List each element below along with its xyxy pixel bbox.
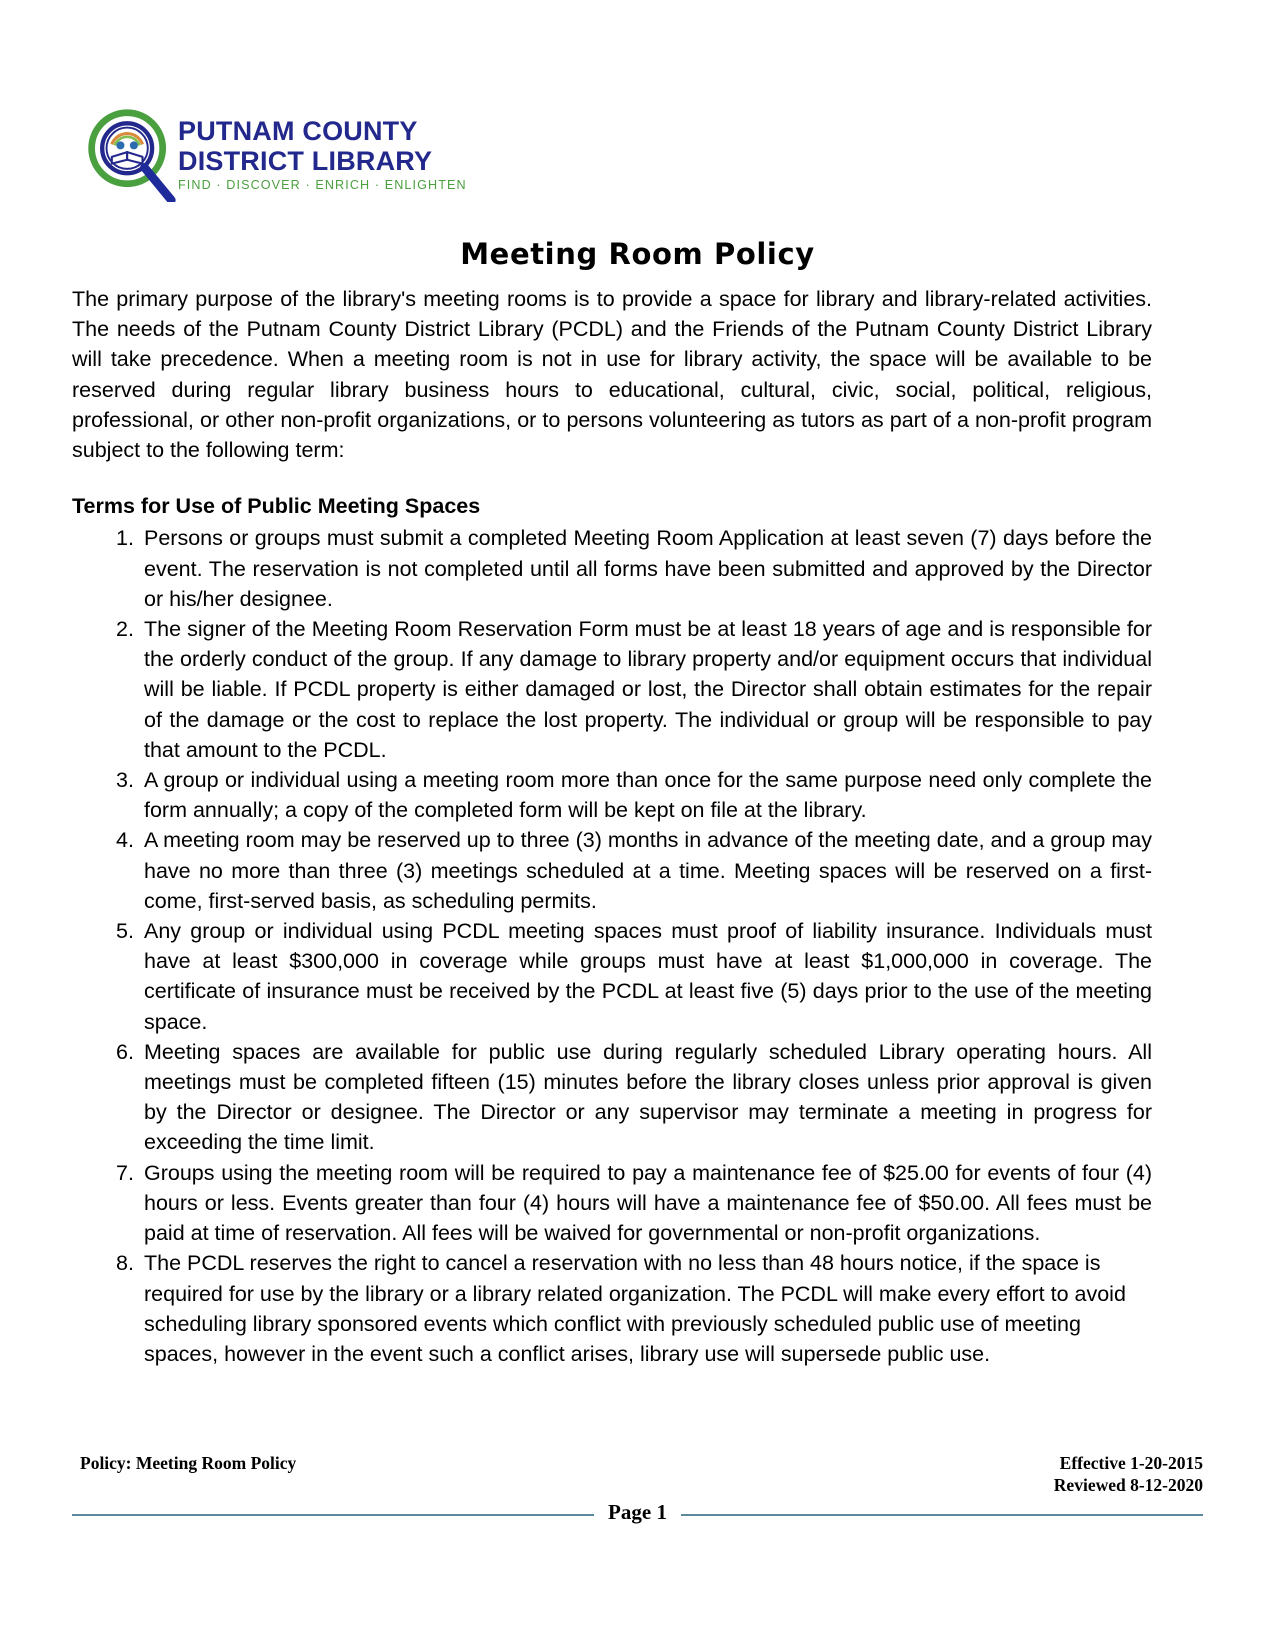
list-item: The signer of the Meeting Room Reservation Form must be at least 18 years of age and is responsible for the orderly conduct of the group. If any damage to library property and/or equipment occurs that individual will be liable. If PCDL property is either damaged or lost, the Director shall obtain estimates for the repair of the damage or the cost to replace the lost property. The individual or group will be responsible to pay that amount to the PCDL. xyxy=(144,617,1152,762)
footer-policy-label: Policy: Meeting Room Policy xyxy=(80,1453,297,1473)
logo-tagline: FIND · DISCOVER · ENRICH · ENLIGHTEN xyxy=(178,178,467,192)
footer-divider xyxy=(72,1500,1203,1526)
list-item: The PCDL reserves the right to cancel a reservation with no less than 48 hours notice, if the space is required for use by the library or a library related organization. The PCDL will make every effort to avoid scheduling library sponsored events which conflict with previously scheduled public use of meeting spaces, however in the event such a conflict arises, library use will supersede public use. xyxy=(144,1251,1126,1366)
library-logo xyxy=(82,104,502,204)
logo-wordmark xyxy=(178,116,498,193)
list-item: A meeting room may be reserved up to three (3) months in advance of the meeting date, and a group may have no more than three (3) meetings scheduled at a time. Meeting spaces will be reserved on a first-come, first-served basis, as scheduling permits. xyxy=(144,828,1152,913)
list-item: Meeting spaces are available for public use during regularly scheduled Library operating hours. All meetings must be completed fifteen (15) minutes before the library closes unless prior approval is given by the Director or designee. The Director or any supervisor may terminate a meeting in progress for exceeding the time limit. xyxy=(144,1039,1152,1155)
logo-line-1: PUTNAM COUNTY xyxy=(178,116,418,146)
list-item: A group or individual using a meeting room more than once for the same purpose need only complete the form annually; a copy of the completed form will be kept on file at the library. xyxy=(144,768,1152,823)
footer-effective-date: Effective 1-20-2015 xyxy=(1059,1453,1203,1473)
terms-list xyxy=(72,523,1152,1369)
logo-line-2: DISTRICT LIBRARY xyxy=(178,146,433,176)
page-title: Meeting Room Policy xyxy=(460,237,815,272)
footer-rule-left xyxy=(72,1514,594,1516)
list-item: Any group or individual using PCDL meeting spaces must proof of liability insurance. Individuals must have at least $300,000 in coverage while groups must have at least $1,000,000 in coverage. The certificate of insurance must be received by the PCDL at least five (5) days prior to the use of the meeting space. xyxy=(144,919,1152,1034)
list-item: Groups using the meeting room will be required to pay a maintenance fee of $25.00 for events of four (4) hours or less. Events greater than four (4) hours will have a maintenance fee of $50.00. All fees must be paid at time of reservation. All fees will be waived for governmental or non-profit organizations. xyxy=(144,1160,1152,1246)
magnifying-glass-reader-logo-icon xyxy=(82,106,180,202)
footer-reviewed-date: Reviewed 8-12-2020 xyxy=(1053,1475,1203,1495)
page-number: Page 1 xyxy=(608,1500,667,1524)
footer-dates xyxy=(1054,1452,1203,1496)
list-item: Persons or groups must submit a completed Meeting Room Application at least seven (7) days before the event. The reservation is not completed until all forms have been submitted and approved by the Director or his/her designee. xyxy=(144,526,1152,611)
document-body xyxy=(72,284,1152,1369)
page-footer xyxy=(72,1452,1203,1522)
footer-rule-right xyxy=(681,1514,1203,1516)
section-heading: Terms for Use of Public Meeting Spaces xyxy=(72,494,481,519)
intro-paragraph: The primary purpose of the library's meeting rooms is to provide a space for library and library-related activities. The needs of the Putnam County District Library (PCDL) and the Friends of the Putnam County District Library will take precedence. When a meeting room is not in use for library activity, the space will be available to be reserved during regular library business hours to educational, cultural, civic, social, political, religious, professional, or other non-profit organizations, or to persons volunteering as tutors as part of a non-profit program subject to the following term: xyxy=(72,287,1152,463)
